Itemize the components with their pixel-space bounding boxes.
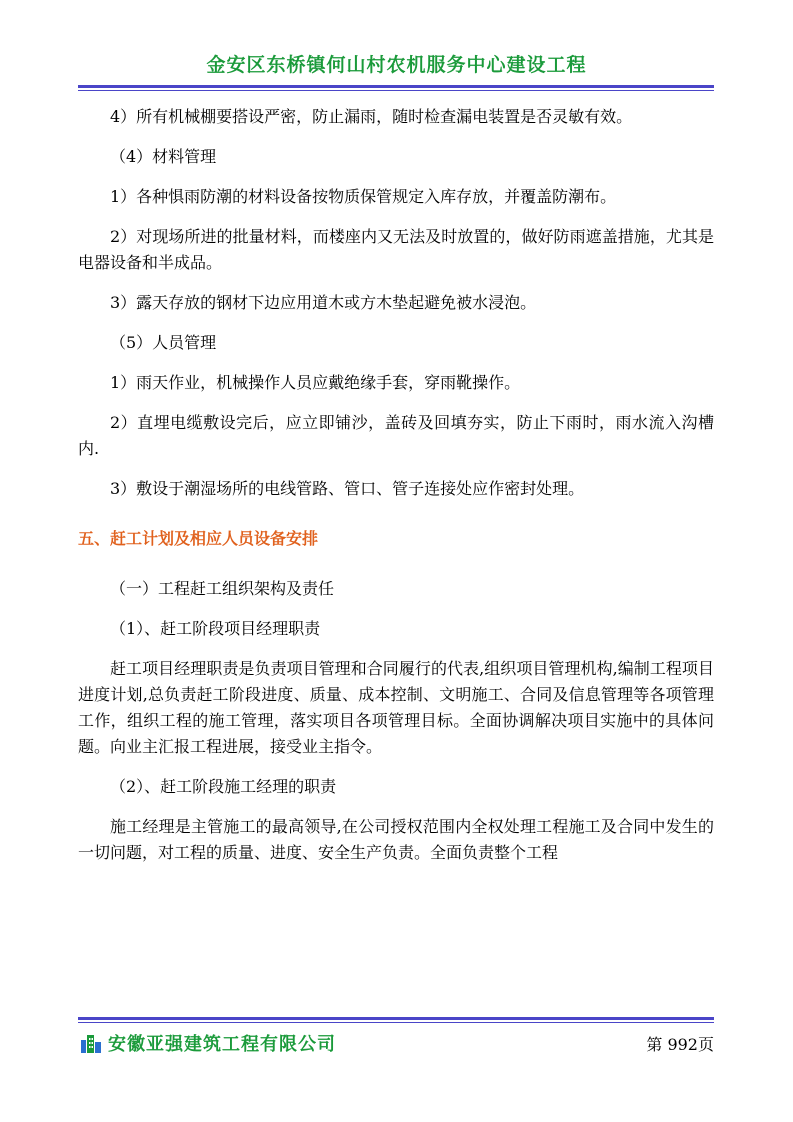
header-rule-thick bbox=[78, 85, 714, 88]
building-logo-icon bbox=[80, 1032, 102, 1054]
document-body bbox=[78, 104, 714, 880]
footer-rule-thick bbox=[78, 1017, 714, 1020]
document-header-title: 金安区东桥镇何山村农机服务中心建设工程 bbox=[206, 54, 587, 76]
paragraph: 3）露天存放的钢材下边应用道木或方木垫起避免被水浸泡。 bbox=[110, 293, 537, 312]
footer-rule-thin bbox=[78, 1022, 714, 1023]
paragraph: 3）敷设于潮湿场所的电线管路、管口、管子连接处应作密封处理。 bbox=[110, 479, 585, 498]
paragraph: 2）直埋电缆敷设完后，应立即铺沙，盖砖及回填夯实，防止下雨时，雨水流入沟槽内. bbox=[78, 413, 714, 458]
subheading: （2）、赶工阶段施工经理的职责 bbox=[110, 777, 337, 796]
paragraph: 施工经理是主管施工的最高领导,在公司授权范围内全权处理工程施工及合同中发生的一切问题，对工程的质量、进度、安全生产负责。全面负责整个工程 bbox=[78, 817, 714, 862]
subheading: （4）材料管理 bbox=[110, 147, 217, 166]
subheading: （一）工程赶工组织架构及责任 bbox=[110, 579, 335, 598]
footer-company-name: 安徽亚强建筑工程有限公司 bbox=[108, 1034, 336, 1055]
page-number: 第 992页 bbox=[646, 1035, 714, 1054]
section-heading: 五、赶工计划及相应人员设备安排 bbox=[78, 529, 319, 548]
header-rule-thin bbox=[78, 90, 714, 91]
paragraph: 1）雨天作业，机械操作人员应戴绝缘手套，穿雨靴操作。 bbox=[110, 373, 521, 392]
paragraph: 1）各种惧雨防潮的材料设备按物质保管规定入库存放，并覆盖防潮布。 bbox=[110, 187, 617, 206]
footer-company bbox=[80, 1030, 336, 1056]
subheading: （5）人员管理 bbox=[110, 333, 217, 352]
paragraph: 赶工项目经理职责是负责项目管理和合同履行的代表,组织项目管理机构,编制工程项目进度计划,总负责赶工阶段进度、质量、成本控制、文明施工、合同及信息管理等各项管理工作，组织工程的施工管理，落实项目各项管理目标。全面协调解决项目实施中的具体问题。向业主汇报工程进展，接受业主指令。 bbox=[78, 659, 714, 756]
subheading: （1）、赶工阶段项目经理职责 bbox=[110, 619, 321, 638]
paragraph: 2）对现场所进的批量材料，而楼座内又无法及时放置的，做好防雨遮盖措施，尤其是电器设备和半成品。 bbox=[78, 227, 714, 272]
paragraph: 4）所有机械棚要搭设严密，防止漏雨，随时检查漏电装置是否灵敏有效。 bbox=[110, 107, 633, 126]
